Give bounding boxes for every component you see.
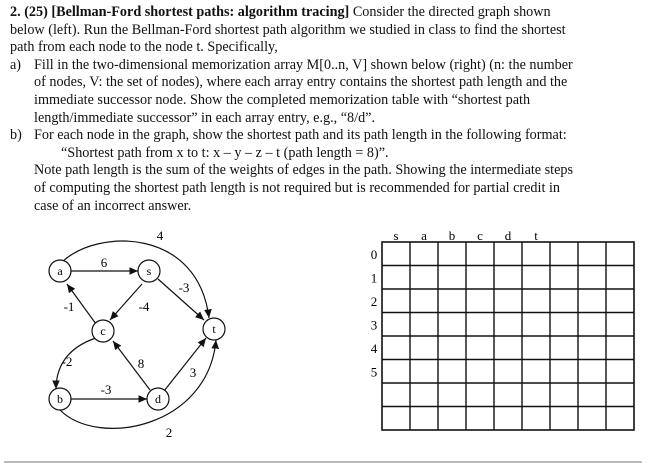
row-header-5: 5 — [370, 364, 378, 380]
edge-b-t — [60, 340, 216, 428]
row-headers — [371, 247, 378, 380]
column-header-a: a — [421, 228, 427, 243]
problem-intro-3: path from each node to the node t. Specifically, — [10, 39, 278, 56]
part-b-text-5: case of an incorrect answer. — [34, 197, 192, 214]
problem-intro-2: below (left). Run the Bellman-Ford shortest path algorithm we studied in class to find the shortest — [10, 21, 566, 38]
node-s — [138, 260, 160, 282]
problem-title: [Bellman-Ford shortest paths: algorithm tracing] — [51, 4, 350, 20]
node-d — [147, 388, 169, 410]
part-b-text-4: of computing the shortest path length is not required but is recommended for partial credit in — [34, 179, 560, 196]
part-b-text-1: For each node in the graph, show the shortest path and its path length in the following format: — [34, 127, 567, 144]
weight-s-t: -3 — [178, 280, 190, 295]
problem-line-1 — [10, 4, 640, 22]
node-a — [49, 260, 71, 282]
column-header-c: c — [477, 228, 483, 243]
column-header-b: b — [448, 228, 456, 243]
row-header-4: 4 — [370, 340, 378, 356]
bottom-divider — [4, 461, 642, 463]
memoization-table — [355, 228, 640, 433]
part-a-label: a) — [10, 56, 22, 73]
part-b-label: b) — [10, 127, 22, 144]
column-header-s: s — [393, 228, 399, 243]
column-headers — [393, 228, 538, 243]
node-t-label: t — [212, 322, 216, 336]
part-a-text-1: Fill in the two-dimensional memorization array M[0..n, V] shown below (right) (n: the number — [34, 56, 573, 73]
part-b-line-1 — [10, 127, 640, 145]
graph-diagram — [38, 228, 253, 443]
edge-d-t — [164, 338, 206, 391]
node-d-label: d — [155, 392, 161, 406]
node-b — [49, 388, 71, 410]
weight-b-d: -3 — [100, 382, 112, 397]
column-header-t: t — [534, 228, 538, 243]
weight-a-s: 6 — [100, 255, 108, 270]
part-b-text-3: Note path length is the sum of the weights of edges in the path. Showing the intermediate steps — [34, 162, 574, 179]
row-header-2: 2 — [370, 293, 378, 309]
row-header-3: 3 — [370, 317, 378, 333]
node-b-label: b — [57, 392, 63, 406]
column-header-d: d — [504, 228, 512, 243]
weight-s-c: -4 — [138, 299, 150, 314]
row-header-1: 1 — [370, 270, 378, 286]
weight-d-t: 3 — [189, 365, 197, 380]
part-b-format: “Shortest path from x to t: x – y – z – t (path length = 8)”. — [61, 144, 389, 161]
weight-c-a: -1 — [63, 299, 75, 314]
part-a-text-2: of nodes, V: the set of nodes), where each array entry contains the shortest path length and the — [34, 74, 568, 91]
row-header-0: 0 — [370, 246, 378, 262]
part-a-text-4: length/immediate successor” in each array entry, e.g., “8/d”. — [34, 109, 376, 126]
node-c-label: c — [100, 324, 106, 338]
weight-b-t: 2 — [165, 425, 173, 440]
edge-s-c — [110, 284, 142, 320]
part-a-text-3: immediate successor node. Show the completed memorization table with “shortest path — [34, 91, 531, 108]
edge-d-c — [113, 341, 150, 390]
part-a-line-1 — [10, 57, 640, 75]
weight-c-b: -2 — [61, 354, 73, 369]
node-a-label: a — [57, 264, 63, 278]
problem-intro-1: Consider the directed graph shown — [349, 4, 551, 20]
node-c — [92, 320, 114, 342]
node-t — [203, 318, 225, 340]
weight-a-t: 4 — [156, 228, 164, 243]
table-grid — [382, 242, 634, 430]
problem-text — [10, 4, 640, 215]
weight-d-c: 8 — [137, 356, 145, 371]
problem-number: 2. (25) — [10, 4, 48, 20]
node-s-label: s — [146, 264, 152, 278]
